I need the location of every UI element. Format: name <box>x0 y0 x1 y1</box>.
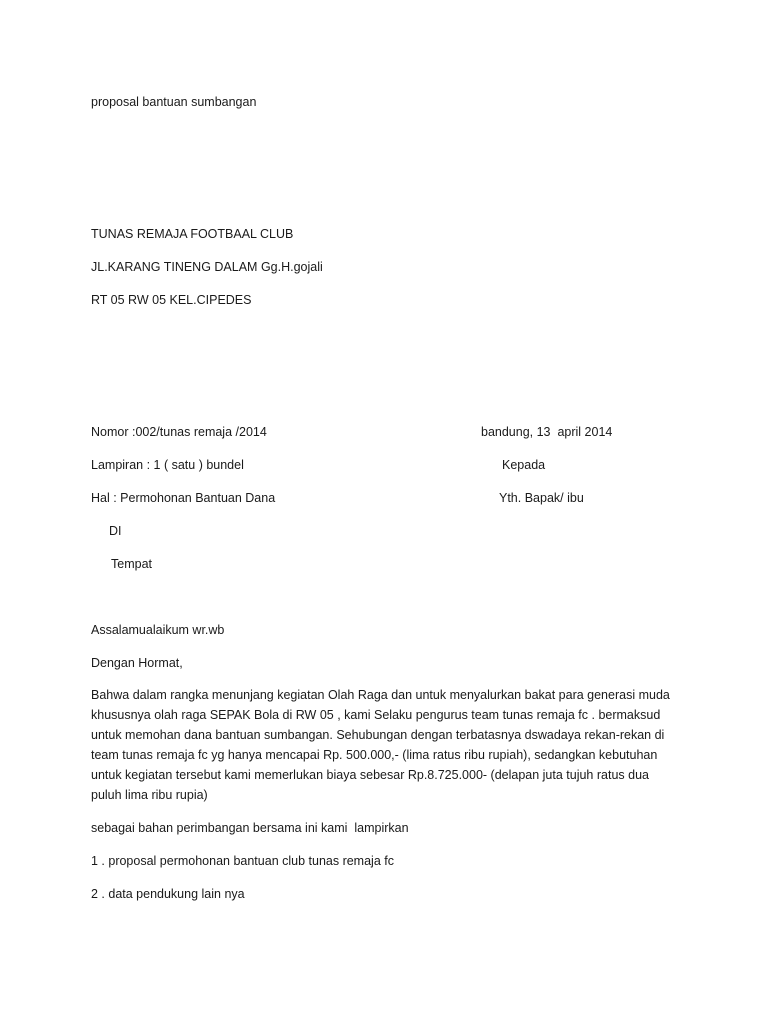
salutation: Dengan Hormat, <box>91 656 183 670</box>
body-line: team tunas remaja fc yg hanya mencapai Rp. 500.000,- (lima ratus ribu rupiah), sedangkan kebutuhan <box>91 748 658 762</box>
sender-address-line2: RT 05 RW 05 KEL.CIPEDES <box>91 293 252 307</box>
document-heading: proposal bantuan sumbangan <box>91 95 257 109</box>
letter-attachment-count: Lampiran : 1 ( satu ) bundel <box>91 458 244 472</box>
sender-address-line1: JL.KARANG TINENG DALAM Gg.H.gojali <box>91 260 323 274</box>
body-line: puluh lima ribu rupia) <box>91 788 208 802</box>
body-paragraph <box>91 685 681 805</box>
attachment-item: 2 . data pendukung lain nya <box>91 887 245 901</box>
attachments-intro: sebagai bahan perimbangan bersama ini kami lampirkan <box>91 821 409 835</box>
body-line: untuk kegiatan tersebut kami memerlukan biaya sebesar Rp.8.725.000- (delapan juta tujuh ratus dua <box>91 768 649 782</box>
greeting: Assalamualaikum wr.wb <box>91 623 225 637</box>
body-line: Bahwa dalam rangka menunjang kegiatan Olah Raga dan untuk menyalurkan bakat para generasi muda <box>91 688 670 702</box>
body-line: khususnya olah raga SEPAK Bola di RW 05 , kami Selaku pengurus team tunas remaja fc . bermaksud <box>91 708 661 722</box>
recipient-di: DI <box>109 524 122 538</box>
letter-date: bandung, 13 april 2014 <box>481 425 613 439</box>
recipient-place: Tempat <box>111 557 152 571</box>
body-line: untuk memohan dana bantuan sumbangan. Sehubungan dengan terbatasnya dswadaya rekan-rekan di <box>91 728 665 742</box>
sender-name: TUNAS REMAJA FOOTBAAL CLUB <box>91 227 294 241</box>
letter-number: Nomor :002/tunas remaja /2014 <box>91 425 267 439</box>
attachment-item: 1 . proposal permohonan bantuan club tunas remaja fc <box>91 854 394 868</box>
recipient-name: Yth. Bapak/ ibu <box>499 491 584 505</box>
recipient-label: Kepada <box>502 458 546 472</box>
letter-subject: Hal : Permohonan Bantuan Dana <box>91 491 276 505</box>
